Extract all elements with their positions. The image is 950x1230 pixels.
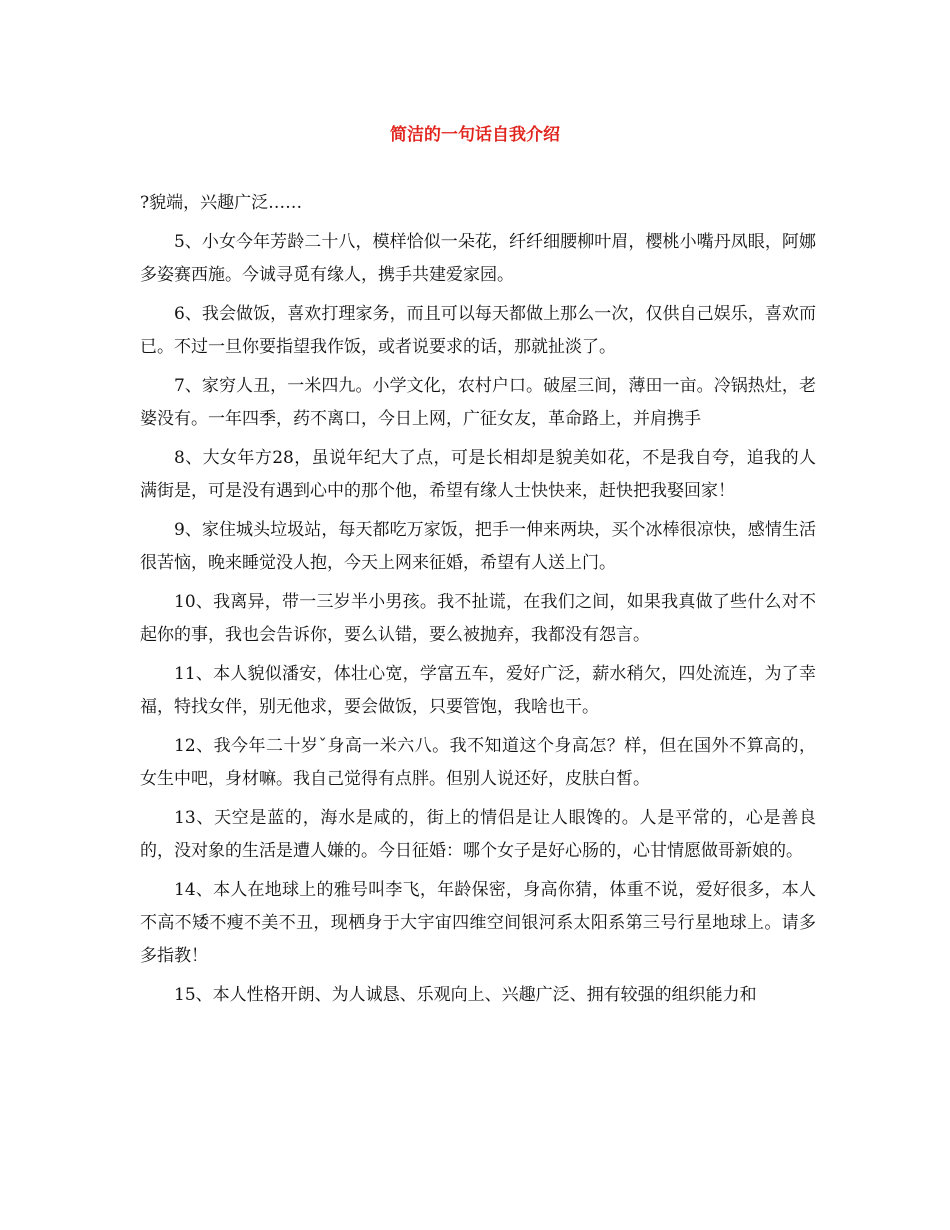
paragraph-14: 14、本人在地球上的雅号叫李飞，年龄保密，身高你猜，体重不说，爱好很多，本人不高不矮不瘦不美不丑，现栖身于大宇宙四维空间银河系太阳系第三号行星地球上。请多多指教！ xyxy=(140,880,816,966)
paragraph-13: 13、天空是蓝的，海水是咸的，街上的情侣是让人眼馋的。人是平常的，心是善良的，没对象的生活是遭人嫌的。今日征婚：哪个女子是好心肠的，心甘情愿做哥新娘的。 xyxy=(140,808,816,861)
paragraph-12: 12、我今年二十岁ˇ身高一米六八。我不知道这个身高怎？样，但在国外不算高的，女生中吧，身材嘛。我自己觉得有点胖。但别人说还好，皮肤白皙。 xyxy=(140,736,816,789)
paragraph-9: 9、家住城头垃圾站，每天都吃万家饭，把手一伸来两块，买个冰棒很凉快，感情生活很苦恼，晚来睡觉没人抱，今天上网来征婚，希望有人送上门。 xyxy=(140,520,816,573)
paragraph-10: 10、我离异，带一三岁半小男孩。我不扯谎，在我们之间，如果我真做了些什么对不起你的事，我也会告诉你，要么认错，要么被抛弃，我都没有怨言。 xyxy=(140,592,816,645)
paragraph-5: 5、小女今年芳龄二十八，模样恰似一朵花，纤纤细腰柳叶眉，樱桃小嘴丹凤眼，阿娜多姿赛西施。今诚寻觅有缘人，携手共建爱家园。 xyxy=(140,232,816,285)
document-title: 简洁的一句话自我介绍 xyxy=(390,125,560,145)
paragraph-7: 7、家穷人丑，一米四九。小学文化，农村户口。破屋三间，薄田一亩。冷锅热灶，老婆没有。一年四季，药不离口，今日上网，广征女友，革命路上，并肩携手 xyxy=(140,376,816,429)
paragraph-6: 6、我会做饭，喜欢打理家务，而且可以每天都做上那么一次，仅供自己娱乐，喜欢而已。不过一旦你要指望我作饭，或者说要求的话，那就扯淡了。 xyxy=(140,304,816,357)
paragraph-11: 11、本人貌似潘安，体壮心宽，学富五车，爱好广泛，薪水稍欠，四处流连，为了幸福，特找女伴，别无他求，要会做饭，只要管饱，我啥也干。 xyxy=(140,664,816,717)
document-body xyxy=(140,187,816,1012)
paragraph-8: 8、大女年方28，虽说年纪大了点，可是长相却是貌美如花，不是我自夸，追我的人满街是，可是没有遇到心中的那个他，希望有缘人士快快来，赶快把我娶回家！ xyxy=(140,448,816,501)
paragraph-15: 15、本人性格开朗、为人诚恳、乐观向上、兴趣广泛、拥有较强的组织能力和 xyxy=(174,985,757,1005)
paragraph-intro-fragment: ?貌端，兴趣广泛…… xyxy=(140,193,303,213)
